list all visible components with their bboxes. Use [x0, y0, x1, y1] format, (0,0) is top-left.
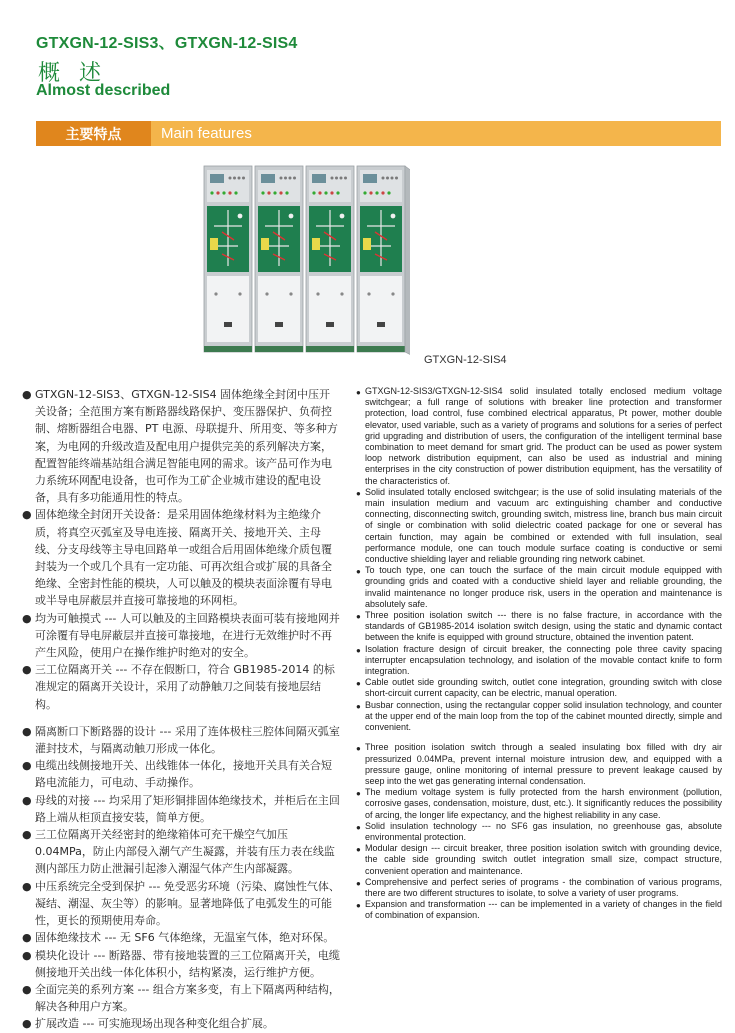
banner-label-cn: 主要特点: [36, 121, 151, 146]
warning-label: [312, 238, 320, 250]
feature-en-item: ● Solid insulated totally enclosed switchgear; is the use of solid insulating materials of the main insulation medium and vacuum arc extinguishing chamber and conductive connecting, disconnecting switch, grounding switch, mistress line, branch bus main circuit of single or combination with solid dielectric coated package for one or several has certain function, may again be combined or extended with full insulation, seal performance module, one can touch module surface coating is conductive or semi conductive shielding layer and reliable grounding ring network cabinet.: [356, 486, 722, 565]
button-light: [330, 191, 333, 194]
feature-cn-item: ● 隔离断口下断路器的设计 --- 采用了连体极柱三腔体间隔灭弧室灌封技术，与隔离动触刀形成一体化。: [22, 724, 340, 756]
operation-hole: [238, 214, 243, 219]
feature-cn-item: ● 固体绝缘技术 --- 无 SF6 气体绝缘，无温室气体，绝对环保。: [22, 931, 335, 945]
button-light: [228, 191, 231, 194]
indicator-light: [242, 177, 245, 180]
feature-cn-item: ● 均为可触摸式 --- 人可以触及的主回路模块表面可装有接地网并可涂覆有导电屏蔽层并直接可靠接地，在进行无效维护时不再产生风险，使用户在操作维护时绝对的安全。: [22, 611, 340, 660]
button-light: [387, 191, 390, 194]
feature-cn-item: ● GTXGN-12-SIS3、GTXGN-12-SIS4 固体绝缘全封闭中压开关设备；全范围方案有断路器线路保护、变压器保护、负荷控制、熔断器组合电器、PT 电源、母联提升、所用变、等多种方案，为电网的升级改造及配电用户提供完美的系列解决方案，配置智能终端基站组合满足智能电网的需求。该产品可作为电力系统环网配电设备，也可作为工矿企业城市建设的配电设备，具有多功能通用性的特点。: [22, 388, 338, 505]
door-lock: [265, 292, 268, 295]
indicator-light: [382, 177, 385, 180]
indicator-light: [280, 177, 283, 180]
feature-en-item: ● Cable outlet side grounding switch, outlet cone integration, grounding switch with close short-circuit current capacity, can be electric, manual operation.: [356, 677, 722, 699]
switchgear-photo: [196, 158, 410, 372]
door-lock: [340, 292, 343, 295]
button-light: [324, 191, 327, 194]
overview-title-en: Almost described: [36, 82, 171, 99]
indicator-light: [229, 177, 232, 180]
feature-cn-item: ● 母线的对接 --- 均采用了矩形铜排固体绝缘技术，并柜后在主回路上端从柜顶直接安装，简单方便。: [22, 793, 340, 824]
button-light: [285, 191, 288, 194]
indicator-light: [395, 177, 398, 180]
door-lock: [367, 292, 370, 295]
door-lock: [289, 292, 292, 295]
feature-en-item: ● Isolation fracture design of circuit breaker, the connecting pole three cavity spacing interrupter encapsulation technology, and isolation of the movable contact knife to form integration.: [356, 643, 722, 677]
door-lock: [214, 292, 217, 295]
door-handle: [224, 322, 232, 327]
overview-title-cn: 概 述: [38, 61, 107, 86]
button-light: [210, 191, 213, 194]
door-handle: [377, 322, 385, 327]
indicator-light: [331, 177, 334, 180]
operation-hole: [340, 214, 345, 219]
feature-en-item: ● Three position isolation switch through a sealed insulating box filled with dry air pressurized 0.04MPa, prevent internal moisture intrusion dew, and equipped with a pressure gauge, online monitoring of internal pressure to prevent leakage caused by seep into the wet gas generating internal condensation.: [356, 742, 722, 786]
feature-en-item: ● Comprehensive and perfect series of programs - the combination of various programs, there are two different structures to isolate, to solve a variety of user programs.: [356, 876, 722, 898]
feature-cn-item: ● 三工位隔离开关 --- 不存在假断口，符合 GB1985-2014 的标准规定的隔离开关设计，采用了动静触刀之间装有接地层结构。: [22, 663, 335, 711]
button-light: [369, 191, 372, 194]
indicator-light: [386, 177, 389, 180]
button-light: [312, 191, 315, 194]
indicator-light: [340, 177, 343, 180]
display-screen: [261, 174, 275, 183]
button-light: [216, 191, 219, 194]
warning-label: [210, 238, 218, 250]
feature-cn-item: ● 扩展改造 --- 可实施现场出现各种变化组合扩展。: [22, 1017, 274, 1031]
door-lock: [391, 292, 394, 295]
indicator-light: [238, 177, 241, 180]
door-lock: [238, 292, 241, 295]
banner-label-en: Main features: [151, 121, 721, 146]
feature-en-item: ● Modular design --- circuit breaker, three position isolation switch with grounding device, the cable side grounding switch outlet integration small size, compact structure, convenient operation and maintenance.: [356, 843, 722, 876]
feature-en-item: ● The medium voltage system is fully protected from the harsh environment (pollution, corrosive gases, condensation, moisture, dust, etc.). It significantly reduces the possibility of arcing, the longer life expectancy, and the highest reliability in any case.: [356, 787, 722, 820]
button-light: [261, 191, 264, 194]
model-title: GTXGN-12-SIS3、GTXGN-12-SIS4: [36, 35, 298, 52]
feature-en-item: ● Solid insulation technology --- no SF6 gas insulation, no greenhouse gas, absolute environmental protection.: [356, 820, 722, 842]
feature-cn-item: ● 全面完美的系列方案 --- 组合方案多变，有上下隔离两种结构，解决各种用户方案。: [22, 982, 340, 1014]
button-light: [381, 191, 384, 194]
door-lock: [316, 292, 319, 295]
feature-cn-item: ● 三工位隔离开关经密封的绝缘箱体可充干燥空气加压 0.04MPa，防止内部侵入潮气产生凝露，并装有压力表在线监测内部压力防止泄漏引起渗入潮湿气体产生内部凝露。: [22, 828, 335, 876]
photo-caption: GTXGN-12-SIS4: [424, 354, 507, 366]
indicator-light: [344, 177, 347, 180]
cable-compartment: [207, 276, 249, 342]
operation-hole: [391, 214, 396, 219]
cable-compartment: [309, 276, 351, 342]
button-light: [273, 191, 276, 194]
button-light: [234, 191, 237, 194]
indicator-light: [335, 177, 338, 180]
feature-en-item: ● Busbar connection, using the rectangular copper solid insulation technology, and counter at the upper end of the main loop from the top of the cabinet mounted directly, simple and convenient.: [356, 699, 722, 733]
features-cn-column: [22, 386, 340, 1033]
button-light: [318, 191, 321, 194]
cabinet-base: [357, 346, 405, 352]
warning-label: [363, 238, 371, 250]
door-handle: [275, 322, 283, 327]
cabinet-base: [255, 346, 303, 352]
feature-cn-item: ● 固体绝缘全封闭开关设备：是采用固体绝缘材料为主绝缘介质，将真空灭弧室及导电连接、隔离开关、接地开关、主母线、分支母线等主导电回路单一或组合后用固体绝缘介质包覆封装为一个或几个具有一定功能、可再次组合或扩展的具备全绝缘、全密封性能的模块，人可以触及的模块表面涂覆有导电或半导电屏蔽层并直接可靠接地的环网柜。: [22, 508, 332, 608]
feature-en-item: ● GTXGN-12-SIS3/GTXGN-12-SIS4 solid insulated totally enclosed medium voltage switchgear; a full range of solutions with breaker line protection and transformer protection, load control, fuse combined electrical apparatus, Pt power, mother double elevator, used variable, such as a variety of programs and solutions for a series of perfect grid upgrading and distribution of users, the configuration of the intelligent terminal base combination to meet demand for smart grid. The product can be used as power system loop network distribution equipment, can also be used as industrial and mining enterprises in the city construction of power distribution equipment, has the versatility of the characteristics of.: [356, 386, 722, 486]
indicator-light: [391, 177, 394, 180]
feature-cn-item: ● 中压系统完全受到保护 --- 免受恶劣环境（污染、腐蚀性气体、凝结、潮湿、灰尘等）的影响。显著地降低了电弧发生的可能性，更长的预期使用寿命。: [22, 879, 340, 928]
display-screen: [363, 174, 377, 183]
feature-cn-item: ● 模块化设计 --- 断路器、带有接地装置的三工位隔离开关，电缆侧接地开关出线一体化体积小，结构紧凑，运行维护方便。: [22, 948, 340, 979]
cabinet-base: [204, 346, 252, 352]
feature-en-item: ● Three position isolation switch --- there is no false fracture, in accordance with the standards of GB1985-2014 isolation switch design, using the static and dynamic contact between the knife is equipped with ground structure, obtained the invention patent.: [356, 610, 722, 643]
button-light: [336, 191, 339, 194]
cable-compartment: [360, 276, 402, 342]
door-handle: [326, 322, 334, 327]
feature-cn-item: ● 电缆出线侧接地开关、出线锥体一体化，接地开关具有关合短路电流能力，可电动、手动操作。: [22, 759, 332, 790]
warning-label: [261, 238, 269, 250]
main-features-banner: [36, 121, 721, 146]
indicator-light: [289, 177, 292, 180]
cable-compartment: [258, 276, 300, 342]
operation-hole: [289, 214, 294, 219]
indicator-light: [293, 177, 296, 180]
feature-en-item: ● To touch type, one can touch the surface of the main circuit module equipped with grounding grids and coated with a conductive shield layer and reliable grounding, the invalid maintenance no longer produce risk, users in the operation and maintenance is absolutely safe.: [356, 565, 722, 609]
indicator-light: [284, 177, 287, 180]
button-light: [267, 191, 270, 194]
cabinet-side-panel: [405, 166, 410, 356]
cabinet-base: [306, 346, 354, 352]
button-light: [375, 191, 378, 194]
features-en-column: [356, 386, 722, 922]
button-light: [363, 191, 366, 194]
feature-en-item: ● Expansion and transformation --- can be implemented in a variety of changes in the field of combination of expansion.: [356, 899, 722, 921]
button-light: [279, 191, 282, 194]
button-light: [222, 191, 225, 194]
display-screen: [210, 174, 224, 183]
indicator-light: [233, 177, 236, 180]
display-screen: [312, 174, 326, 183]
